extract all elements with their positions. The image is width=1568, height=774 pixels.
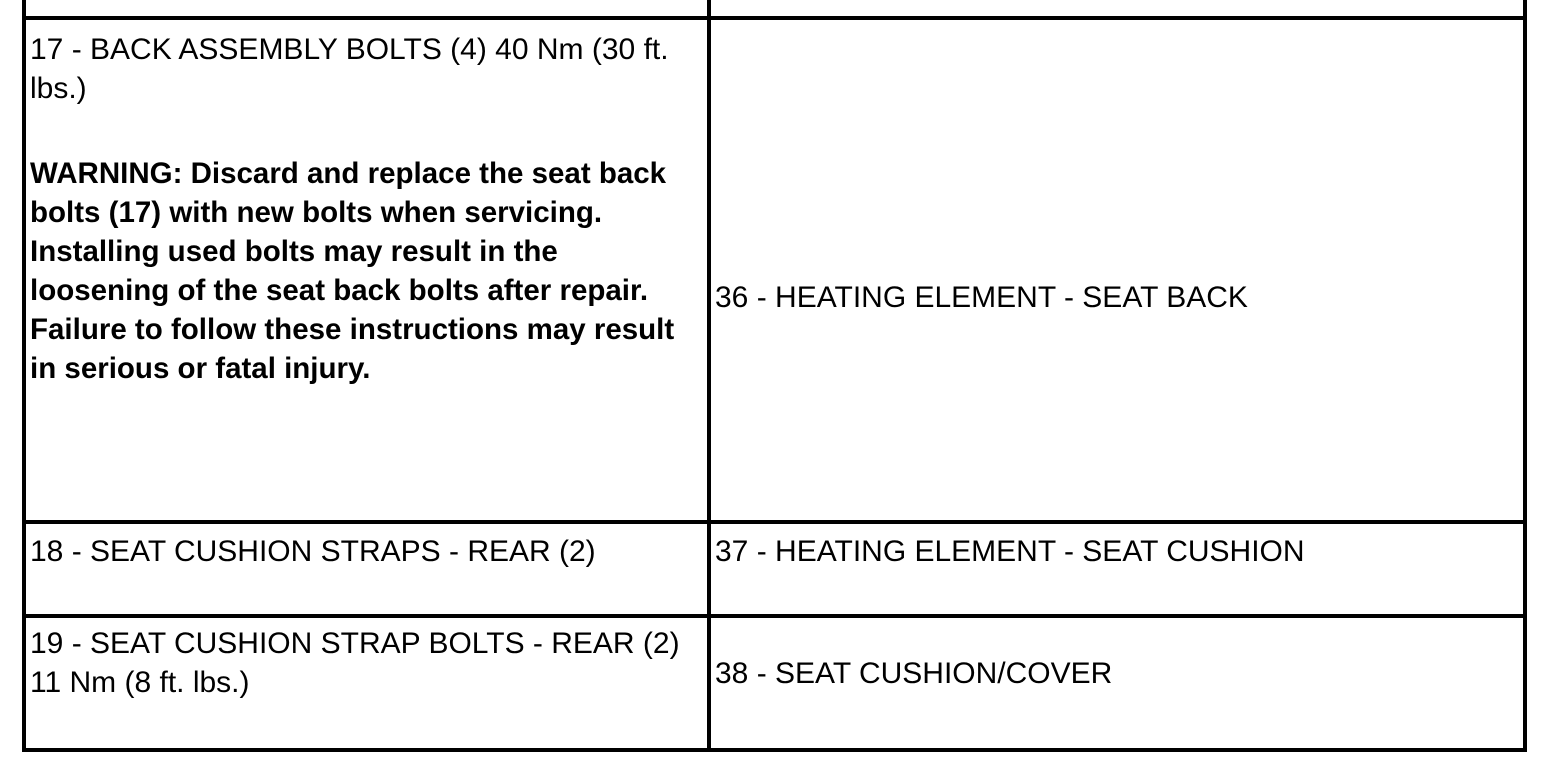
item-18-label: 18 - SEAT CUSHION STRAPS - REAR (2) — [30, 535, 596, 568]
table-cell-item-17 — [24, 18, 709, 522]
item-37-label: 37 - HEATING ELEMENT - SEAT CUSHION — [715, 535, 1305, 568]
table-cell-item-18 — [24, 522, 709, 616]
item-36-label: 36 - HEATING ELEMENT - SEAT BACK — [715, 281, 1248, 314]
warning-text: WARNING: Discard and replace the seat back bolts (17) with new bolts when servicing. Installing used bolts may result in the loosening of the seat back bolts after repair. Failure to follow these instructions may result in serious or fatal injury. — [30, 157, 675, 385]
table-cell-item-38 — [709, 616, 1525, 750]
legend-table — [22, 0, 1527, 752]
table-row — [24, 616, 1525, 750]
item-38-label: 38 - SEAT CUSHION/COVER — [715, 656, 1113, 690]
table-row — [24, 0, 1525, 18]
table-cell-item-37 — [709, 522, 1525, 616]
item-19-label: 19 - SEAT CUSHION STRAP BOLTS - REAR (2) 11 Nm (8 ft. lbs.) — [30, 627, 680, 699]
table-cell-item-36 — [709, 18, 1525, 522]
table-row — [24, 18, 1525, 522]
table-cell-item-19 — [24, 616, 709, 750]
table-row — [24, 522, 1525, 616]
table-cell-empty — [709, 0, 1525, 18]
item-17-label: 17 - BACK ASSEMBLY BOLTS (4) 40 Nm (30 ft. lbs.) — [30, 33, 669, 105]
table-cell-empty — [24, 0, 709, 18]
